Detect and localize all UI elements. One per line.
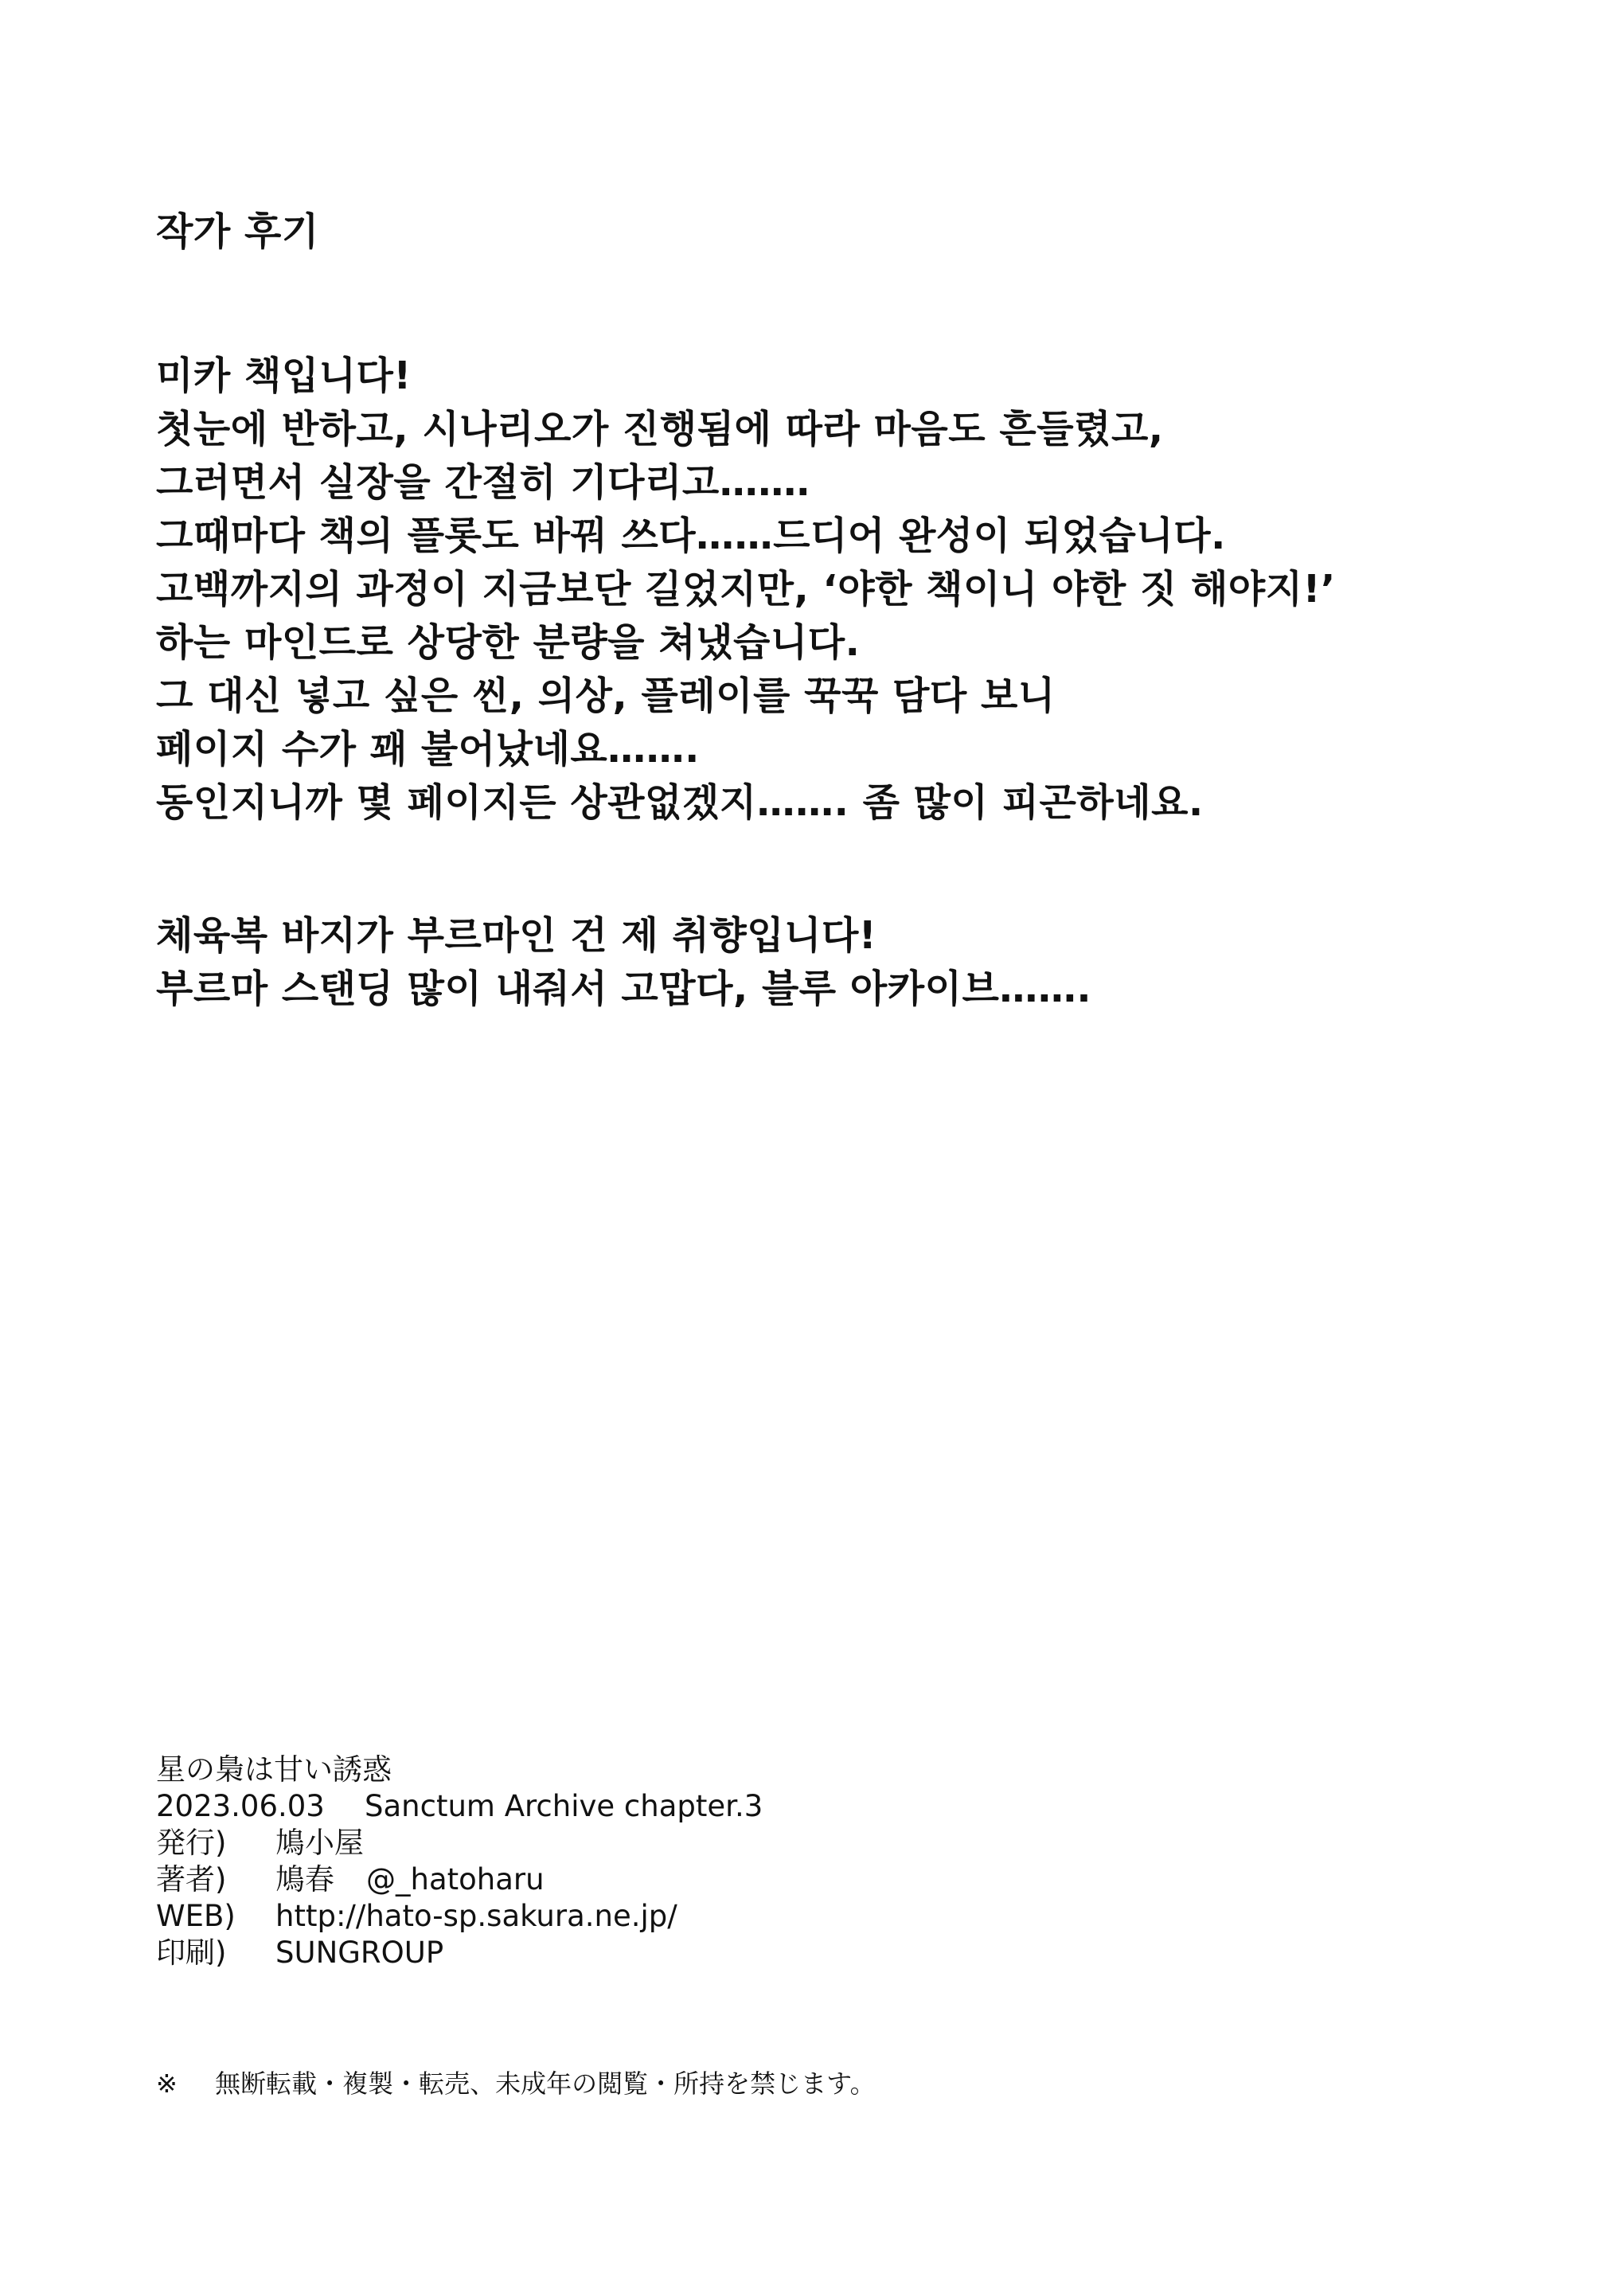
copyright-notice [156,2068,876,2100]
afterword-line: 체육복 바지가 부르마인 건 제 취향입니다! [156,913,877,958]
author-handle: @_hatoharu [366,1862,545,1897]
publisher-label: 発行) [156,1826,227,1860]
book-title: 星の梟は甘い誘惑 [156,1752,392,1787]
afterword-section [156,205,1509,1016]
afterword-paragraph-2 [156,909,1509,1016]
colophon-print-row [156,1935,763,1971]
publication-date: 2023.06.03 [156,1789,325,1823]
afterword-line: 부르마 스탠딩 많이 내줘서 고맙다, 블루 아카이브……. [156,967,1092,1011]
publisher-name: 鳩小屋 [275,1826,364,1860]
afterword-line: 미카 책입니다! [156,354,412,398]
afterword-line: 하는 마인드로 상당한 분량을 쳐냈습니다. [156,620,861,665]
notice-text: 無断転載・複製・転売、未成年の閲覧・所持を禁じます。 [215,2068,876,2099]
afterword-line: 그때마다 책의 플롯도 바꿔 쓰다……드디어 완성이 되었습니다. [156,514,1226,558]
colophon-date-row [156,1788,763,1825]
paragraph-spacer [156,830,1509,909]
afterword-line: 그러면서 실장을 간절히 기다리고……․ [156,460,810,505]
reference-mark: ※ [156,2068,178,2099]
afterword-paragraph-1 [156,350,1509,830]
colophon-web-row [156,1898,763,1935]
print-label: 印刷) [156,1936,227,1970]
web-url: http://hato-sp.sakura.ne.jp/ [275,1899,677,1933]
afterword-line: 페이지 수가 꽤 불어났네요……. [156,727,700,771]
web-label: WEB) [156,1899,236,1933]
afterword-title: 작가 후기 [156,209,319,254]
colophon-publisher-row [156,1825,763,1861]
afterword-line: 그 대신 넣고 싶은 씬, 의상, 플레이를 꾹꾹 담다 보니 [156,674,1056,718]
afterword-line: 고백까지의 과정이 지금보단 길었지만, ‘야한 책이니 야한 짓 해야지!’ [156,567,1336,611]
printer-name: SUNGROUP [275,1936,444,1970]
afterword-line: 첫눈에 반하고, 시나리오가 진행됨에 따라 마음도 흔들렸고, [156,407,1164,451]
author-name: 鳩春 [275,1862,334,1897]
afterword-line: 동인지니까 몇 페이지든 상관없겠지……. 좀 많이 피곤하네요. [156,780,1204,825]
author-label: 著者) [156,1862,227,1897]
colophon-book-title-row [156,1752,763,1788]
colophon-author-row [156,1861,763,1898]
series-name: Sanctum Archive chapter.3 [365,1789,763,1823]
colophon [156,1752,763,1971]
